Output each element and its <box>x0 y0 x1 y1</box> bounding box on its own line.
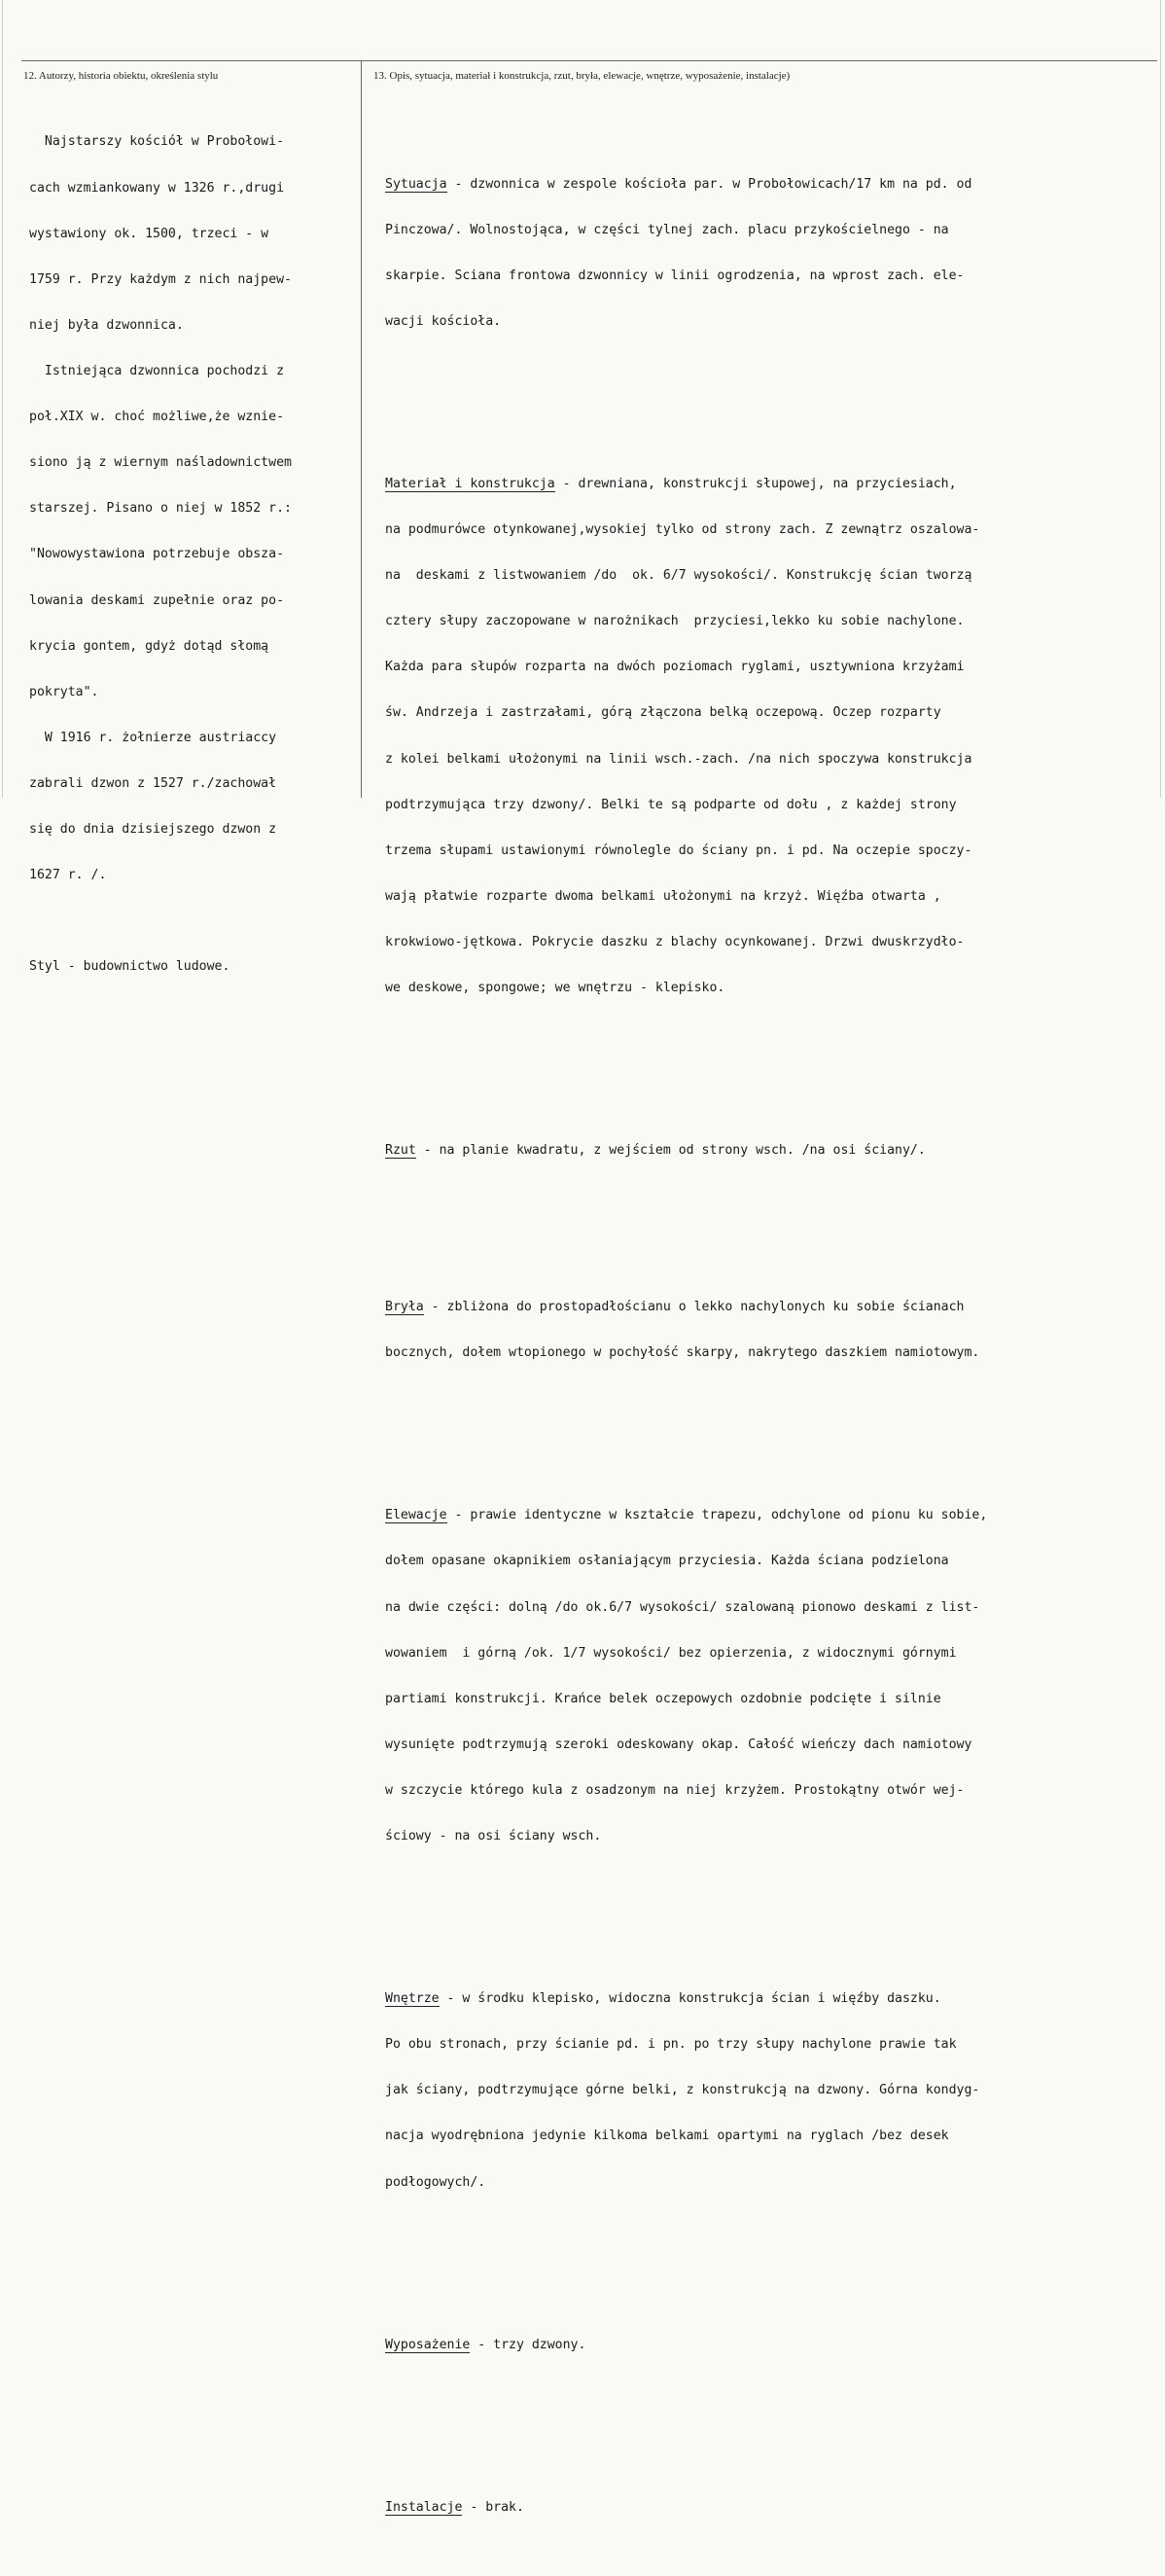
section-line: podłogowych/. <box>385 2174 486 2190</box>
history-line: pokryta". <box>29 684 99 699</box>
section-line: Po obu stronach, przy ścianie pd. i pn. po trzy słupy nachylone prawie tak <box>385 2037 957 2053</box>
history-line: cach wzmiankowany w 1326 r.,drugi <box>29 180 285 196</box>
section-label: Wyposażenie <box>385 2337 471 2352</box>
section-label: Sytuacja <box>385 176 447 192</box>
section-line: podtrzymująca trzy dzwony/. Belki te są podparte od dołu , z każdej strony <box>385 797 957 812</box>
history-line: 1759 r. Przy każdym z nich najpew- <box>29 271 292 287</box>
section-line: Pinczowa/. Wolnostojąca, w części tylnej zach. placu przykościelnego - na <box>385 222 949 237</box>
section-line: bocznych, dołem wtopionego w pochyłość skarpy, nakrytego daszkiem namiotowym. <box>385 1345 980 1361</box>
section-label: Instalacje <box>385 2499 463 2515</box>
section-line: na podmurówce otynkowanej,wysokiej tylko od strony zach. Z zewnątrz oszalowa- <box>385 521 980 537</box>
section-bryla <box>385 1270 1153 1392</box>
history-line: poł.XIX w. choć możliwe,że wznie- <box>29 410 285 425</box>
section-line: cztery słupy zaczopowane w narożnikach przyciesi,lekko ku sobie nachylone. <box>385 614 965 629</box>
section-line: Każda para słupów rozparta na dwóch poziomach ryglami, usztywniona krzyżami <box>385 660 965 675</box>
section-line: skarpie. Sciana frontowa dzwonnicy w linii ogrodzenia, na wprost zach. ele- <box>385 268 965 283</box>
section-line: św. Andrzeja i zastrzałami, górą złączona belką oczepową. Oczep rozparty <box>385 705 941 721</box>
section-text: - w środku klepisko, widoczna konstrukcja ścian i więźby daszku. <box>439 1991 941 2007</box>
history-line: krycia gontem, gdyż dotąd słomą <box>29 638 269 654</box>
section-line: ściowy - na osi ściany wsch. <box>385 1829 602 1844</box>
section-text: - trzy dzwony. <box>470 2337 586 2352</box>
page-edge-left <box>2 0 3 798</box>
section-line: nacja wyodrębniona jedynie kilkoma belkami opartymi na ryglach /bez desek <box>385 2129 949 2144</box>
history-line: W 1916 r. żołnierze austriaccy <box>29 730 277 745</box>
history-line: się do dnia dzisiejszego dzwon z <box>29 822 277 838</box>
field-13-header: 13. Opis, sytuacja, materiał i konstrukcja, rzut, bryła, elewacje, wnętrze, wyposażenie, instalacje) <box>373 70 791 82</box>
section-text: - prawie identyczne w kształcie trapezu, odchylone od pionu ku sobie, <box>446 1508 988 1523</box>
section-elewacje <box>385 1478 1153 1875</box>
section-line: partiami konstrukcji. Krańce belek oczepowych ozdobnie podcięte i silnie <box>385 1691 941 1706</box>
section-label: Materiał i konstrukcja <box>385 476 555 491</box>
section-line: jak ściany, podtrzymujące górne belki, z konstrukcją na dzwony. Górna kondyg- <box>385 2083 980 2098</box>
section-line: wowaniem i górną /ok. 1/7 wysokości/ bez opierzenia, z widocznymi górnymi <box>385 1645 957 1661</box>
section-rzut <box>385 1113 1153 1190</box>
history-line: niej była dzwonnica. <box>29 317 184 333</box>
section-label: Bryła <box>385 1300 424 1315</box>
field-12-header: 12. Autorzy, historia obiektu, określenia stylu <box>23 70 219 82</box>
section-wyposazenie <box>385 2307 1153 2383</box>
section-line: wają płatwie rozparte dwoma belkami ułożonymi na krzyż. Więźba otwarta , <box>385 888 941 904</box>
section-line: w szczycie którego kula z osadzonym na niej krzyżem. Prostokątny otwór wej- <box>385 1782 965 1798</box>
section-text: - drewniana, konstrukcji słupowej, na przyciesiach, <box>554 476 957 491</box>
section-line: trzema słupami ustawionymi równolegle do ściany pn. i pd. Na oczepie spoczy- <box>385 842 972 858</box>
section-sytuacja <box>385 146 1153 360</box>
section-text: - zbliżona do prostopadłościanu o lekko nachylonych ku sobie ścianach <box>423 1300 965 1315</box>
form-column-divider <box>361 60 362 798</box>
section-instalacje <box>385 2469 1153 2546</box>
section-material <box>385 446 1153 1026</box>
history-line: siono ją z wiernym naśladownictwem <box>29 455 292 471</box>
section-text: - dzwonnica w zespole kościoła par. w Probołowicach/17 km na pd. od <box>446 176 972 192</box>
history-line: 1627 r. /. <box>29 868 107 883</box>
section-line: we deskowe, spongowe; we wnętrzu - klepisko. <box>385 981 725 996</box>
section-line: krokwiowo-jętkowa. Pokrycie daszku z blachy ocynkowanej. Drzwi dwuskrzydło- <box>385 934 965 949</box>
history-line: "Nowowystawiona potrzebuje obsza- <box>29 547 285 562</box>
description-column <box>385 100 1153 2576</box>
history-line: Najstarszy kościół w Probołowi- <box>29 134 285 150</box>
history-line: Istniejąca dzwonnica pochodzi z <box>29 363 285 378</box>
section-line: dołem opasane okapnikiem osłaniającym przyciesia. Każda ściana podzielona <box>385 1554 949 1569</box>
section-text: - na planie kwadratu, z wejściem od strony wsch. /na osi ściany/. <box>415 1143 926 1159</box>
section-line: na deskami z listwowaniem /do ok. 6/7 wysokości/. Konstrukcję ścian tworzą <box>385 568 972 584</box>
section-label: Wnętrze <box>385 1991 440 2007</box>
section-line: wacji kościoła. <box>385 313 502 329</box>
page-edge-right <box>1160 0 1161 798</box>
section-line: na dwie części: dolną /do ok.6/7 wysokości/ szalowaną pionowo deskami z list- <box>385 1599 980 1615</box>
section-line: wysunięte podtrzymują szeroki odeskowany okap. Całość wieńczy dach namiotowy <box>385 1736 972 1752</box>
history-line: wystawiony ok. 1500, trzeci - w <box>29 226 269 241</box>
form-horizontal-rule <box>21 60 1157 61</box>
history-line: starszej. Pisano o niej w 1852 r.: <box>29 501 292 517</box>
section-line: z kolei belkami ułożonymi na linii wsch.-zach. /na nich spoczywa konstrukcja <box>385 751 972 767</box>
section-label: Elewacje <box>385 1508 447 1523</box>
history-column <box>29 104 360 1005</box>
history-line: lowania deskami zupełnie oraz po- <box>29 592 285 608</box>
section-label: Rzut <box>385 1143 416 1159</box>
section-wnetrze <box>385 1961 1153 2221</box>
style-statement: Styl - budownictwo ludowe. <box>29 958 230 974</box>
history-line: zabrali dzwon z 1527 r./zachował <box>29 775 277 791</box>
section-text: - brak. <box>462 2499 524 2515</box>
